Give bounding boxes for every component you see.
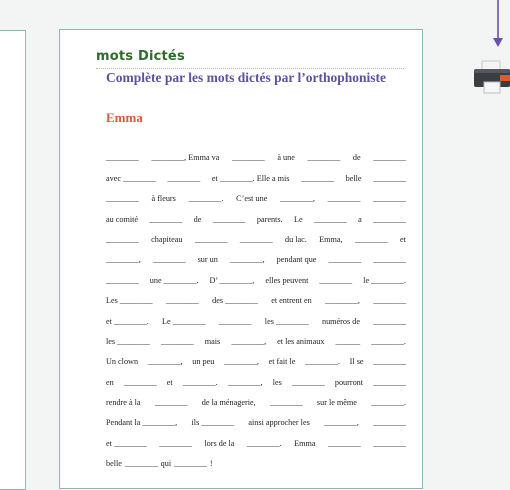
- line-token: et: [400, 234, 406, 244]
- line-token: belle: [345, 173, 362, 183]
- line-token: ________: [159, 438, 192, 448]
- worksheet-page: [59, 29, 423, 489]
- previous-page-edge: [0, 30, 26, 490]
- line-token: ________,: [147, 357, 183, 367]
- text-line: [106, 162, 406, 182]
- line-token: avec ________: [106, 173, 156, 183]
- line-token: ________: [373, 418, 406, 428]
- line-token: C’est une: [236, 194, 268, 204]
- line-token: pendant que: [276, 255, 317, 265]
- line-token: chapiteau: [151, 234, 183, 244]
- line-token: ________: [174, 459, 207, 469]
- line-token: ________.: [188, 194, 224, 204]
- line-token: et fait le: [268, 357, 296, 367]
- text-line: [106, 448, 406, 468]
- dotted-divider: [96, 68, 404, 69]
- line-token: ________: [106, 234, 139, 244]
- line-token: ________,: [325, 296, 360, 306]
- line-token: rendre à la: [106, 398, 141, 408]
- line-token: et ________: [106, 438, 147, 448]
- line-token: au comité: [106, 214, 139, 224]
- line-token: ________: [269, 398, 303, 408]
- text-line: [106, 387, 406, 407]
- line-token: à une: [277, 153, 295, 163]
- line-token: de: [193, 214, 202, 224]
- line-token: pourront: [334, 377, 364, 387]
- line-token: ________: [166, 296, 199, 306]
- line-token: ________: [373, 153, 406, 163]
- line-token: mais: [204, 336, 221, 346]
- line-token: ________: [373, 316, 406, 326]
- line-token: Il se: [349, 357, 364, 367]
- down-arrow-icon[interactable]: [492, 0, 504, 50]
- line-token: ________,: [231, 336, 267, 346]
- line-token: ________.: [371, 398, 406, 408]
- line-token: ________: [239, 234, 273, 244]
- line-token: ________,: [224, 357, 259, 367]
- line-token: ________.: [182, 377, 218, 387]
- line-token: ________: [149, 214, 183, 224]
- line-token: ________: [232, 153, 265, 163]
- line-token: ________: [354, 234, 388, 244]
- line-token: !: [209, 459, 213, 469]
- line-token: un peu: [192, 357, 215, 367]
- line-token: Le: [293, 214, 303, 224]
- line-token: ________: [373, 357, 406, 367]
- line-token: ________: [373, 214, 406, 224]
- line-token: ________,: [324, 418, 359, 428]
- line-token: de la ménagerie,: [201, 398, 256, 408]
- printer-icon[interactable]: [473, 60, 510, 96]
- text-line: [106, 346, 406, 366]
- text-line: [106, 244, 406, 264]
- line-token: et ________.: [106, 316, 149, 326]
- line-token: ________: [373, 377, 406, 387]
- text-line: [106, 285, 406, 305]
- line-token: qui: [160, 459, 172, 469]
- line-token: les ________: [106, 336, 150, 346]
- text-line: [106, 326, 406, 346]
- line-token: Pendant la ________,: [106, 418, 178, 428]
- line-token: Emma,: [319, 234, 343, 244]
- line-token: sur le même: [316, 398, 357, 408]
- text-line: [106, 427, 406, 447]
- line-token: ________: [301, 173, 334, 183]
- text-line: [106, 407, 406, 427]
- line-token: lors de la: [204, 438, 235, 448]
- line-token: ________: [106, 275, 139, 285]
- line-token: une ________.: [149, 275, 199, 285]
- line-token: ________: [106, 153, 139, 163]
- line-token: et les animaux: [277, 336, 325, 346]
- line-token: a: [358, 214, 362, 224]
- line-token: elles peuvent: [265, 275, 309, 285]
- line-token: ________: [307, 153, 341, 163]
- line-token: et entrent en: [271, 296, 312, 306]
- line-token: ________: [152, 255, 186, 265]
- line-token: parents.: [256, 214, 283, 224]
- line-token: ________: [373, 194, 406, 204]
- line-token: et: [166, 377, 173, 387]
- line-token: ________.: [246, 438, 282, 448]
- line-token: à fleurs: [151, 194, 176, 204]
- line-token: Les ________: [106, 296, 153, 306]
- line-token: Le ________: [162, 316, 206, 326]
- line-token: et ________. Elle a mis: [211, 173, 290, 183]
- line-token: ________.: [371, 336, 406, 346]
- line-token: ________: [194, 234, 228, 244]
- line-token: numéros de: [321, 316, 360, 326]
- text-line: [106, 366, 406, 386]
- line-token: ________: [373, 255, 406, 265]
- line-token: ils ________: [191, 418, 235, 428]
- line-token: du lac.: [285, 234, 307, 244]
- line-token: ________: [123, 377, 157, 387]
- line-token: ________,: [280, 194, 315, 204]
- line-token: ________,: [106, 255, 141, 265]
- line-token: ________.: [305, 357, 340, 367]
- line-token: ________: [160, 336, 194, 346]
- line-token: ainsi approcher les: [248, 418, 310, 428]
- brand-logo: mots Dictés: [96, 49, 185, 64]
- student-name-heading: Emma: [106, 110, 143, 125]
- line-token: ________: [328, 255, 362, 265]
- line-token: D’ ________,: [209, 275, 255, 285]
- line-token: le ________.: [363, 275, 406, 285]
- line-token: belle: [106, 459, 122, 469]
- line-token: les: [272, 377, 282, 387]
- line-token: ________: [327, 194, 361, 204]
- line-token: ________: [106, 194, 139, 204]
- line-token: ________: [212, 214, 246, 224]
- line-token: ________,: [229, 255, 265, 265]
- text-line: [106, 264, 406, 284]
- line-token: des ________: [212, 296, 258, 306]
- line-token: ________: [154, 398, 188, 408]
- line-token: en: [106, 377, 114, 387]
- line-token: ________: [373, 438, 406, 448]
- line-token: sur un: [197, 255, 218, 265]
- line-token: les ________: [264, 316, 309, 326]
- line-token: ________: [167, 173, 201, 183]
- line-token: ______: [335, 336, 361, 346]
- line-token: Emma: [294, 438, 316, 448]
- line-token: ________: [373, 296, 406, 306]
- text-line: [106, 142, 406, 162]
- line-token: ________: [328, 438, 361, 448]
- line-token: ________: [313, 214, 347, 224]
- text-line: [106, 305, 406, 325]
- text-line: [106, 183, 406, 203]
- line-token: Un clown: [106, 357, 139, 367]
- line-token: ________,: [227, 377, 263, 387]
- line-token: ________: [124, 459, 158, 469]
- text-line: [106, 224, 406, 244]
- line-token: de: [352, 153, 361, 163]
- text-line: [106, 203, 406, 223]
- line-token: ________: [218, 316, 252, 326]
- line-token: ________: [373, 173, 406, 183]
- line-token: ________: [291, 377, 325, 387]
- line-token: ________, Emma va: [151, 153, 220, 163]
- worksheet-title: Complète par les mots dictés par l’orthophoniste: [106, 70, 386, 85]
- line-token: ________: [319, 275, 353, 285]
- dictation-lines: [106, 142, 406, 468]
